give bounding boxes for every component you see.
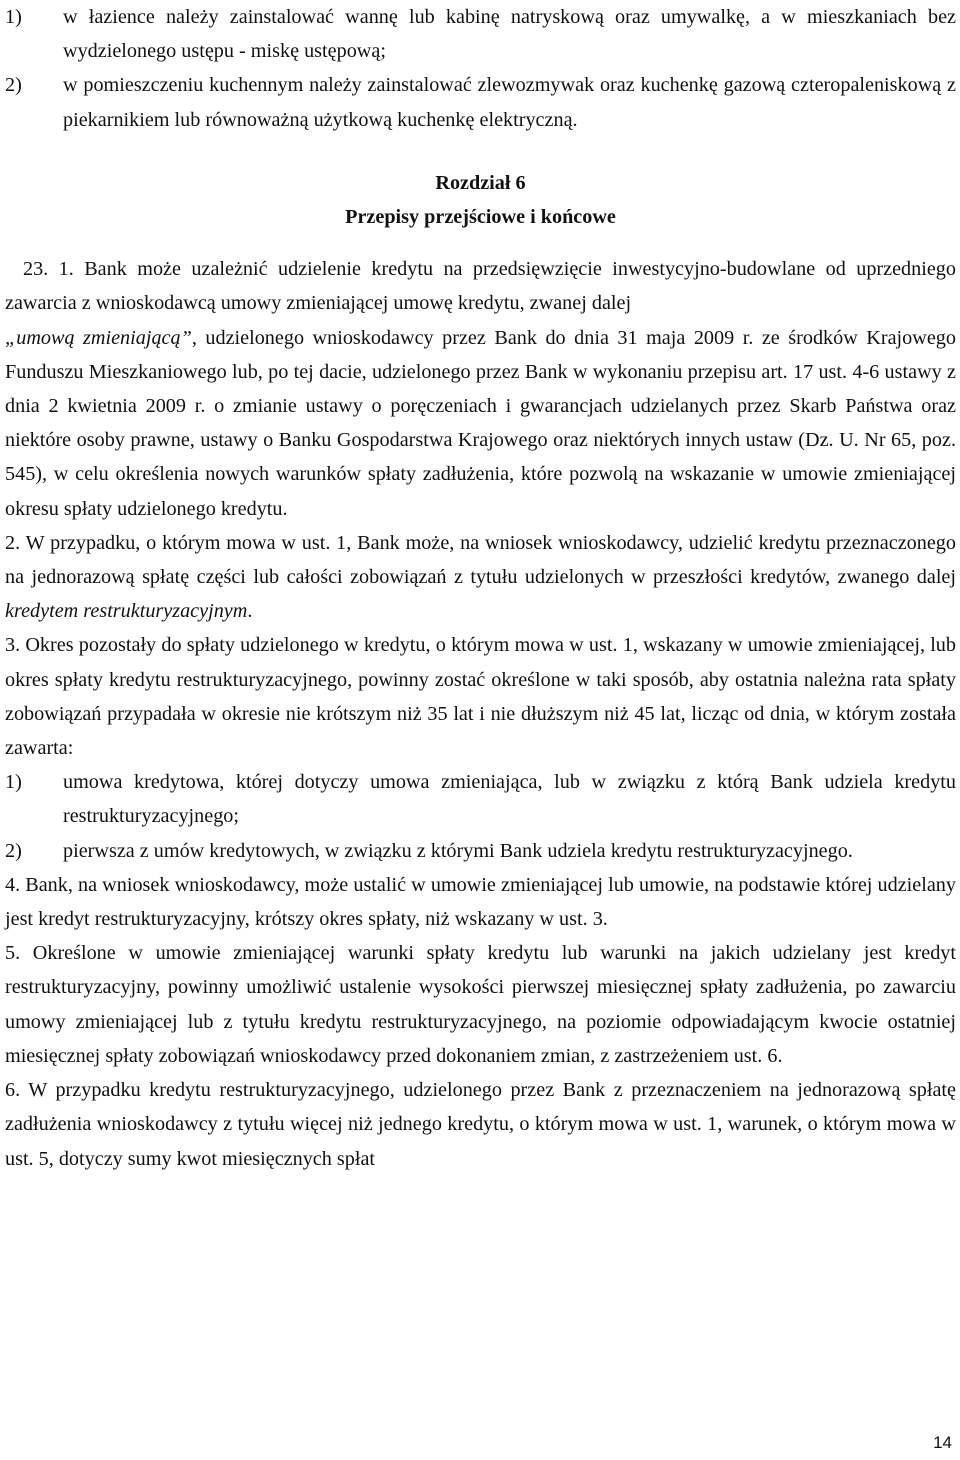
- paragraph-5: 5. Określone w umowie zmieniającej warunki spłaty kredytu lub warunki na jakich udzielany jest kredyt restrukturyzacyjny, powinny umożliwić ustalenie wysokości pierwszej miesięcznej spłaty zadłużenia, po zawarciu umowy zmieniającej lub z tytułu kredytu restrukturyzacyjnego, na poziomie odpowiadającym kwocie ostatniej miesięcznej spłaty zobowiązań wnioskodawcy przed dokonaniem zmian, z zastrzeżeniem ust. 6.: [5, 942, 956, 1067]
- list-item-number: 1): [5, 6, 22, 28]
- paragraph-text: 2. W przypadku, o którym mowa w ust. 1, Bank może, na wniosek wnioskodawcy, udzielić kredytu przeznaczonego na jednorazową spłatę części lub całości zobowiązań z tytułu udzielonych w przeszłości kredytów, zwanego dalej: [5, 531, 956, 589]
- list-item-number: 2): [5, 839, 22, 862]
- list-item-text: w pomieszczeniu kuchennym należy zainstalować zlewozmywak oraz kuchenkę gazową czteropaleniskową z piekarnikiem lub równoważną użytkową kuchenkę elektryczną.: [63, 74, 956, 131]
- list-item-text: umowa kredytowa, której dotyczy umowa zmieniająca, lub w związku z którą Bank udziela kredytu restrukturyzacyjnego;: [63, 771, 956, 828]
- article-label: 23. 1.: [23, 258, 74, 281]
- paragraph-text: , udzielonego wnioskodawcy przez Bank do dnia 31 maja 2009 r. ze środków Krajowego Funduszu Mieszkaniowego lub, po tej dacie, udzielonego przez Bank w wykonaniu przepisu art. 17 ust. 4-6 ustawy z dnia 2 kwietnia 2009 r. o zmianie ustawy o poręczeniach i gwarancjach udzielanych przez Skarb Państwa oraz niektóre osoby prawne, ustawy o Banku Gospodarstwa Krajowego oraz niektórych innych ustaw (Dz. U. Nr 65, poz. 545), w celu określenia nowych warunków spłaty zadłużenia, które pozwolą na wskazanie w umowie zmieniającej okresu spłaty udzielonego kredytu.: [5, 326, 956, 520]
- defined-term: „umową zmieniającą”: [5, 326, 192, 349]
- paragraph-end: .: [247, 600, 253, 623]
- list-item-number: 1): [5, 771, 22, 794]
- list-item: [5, 68, 956, 136]
- paragraph-4: 4. Bank, na wniosek wnioskodawcy, może ustalić w umowie zmieniającej lub umowie, na podstawie której udzielany jest kredyt restrukturyzacyjny, krótszy okres spłaty, niż wskazany w ust. 3.: [5, 873, 956, 931]
- page-number: 14: [933, 1433, 952, 1452]
- list-item-text: w łazience należy zainstalować wannę lub kabinę natryskową oraz umywalkę, a w mieszkaniach bez wydzielonego ustępu - miskę ustępową;: [63, 6, 956, 63]
- page-content: [5, 0, 956, 1176]
- paragraph-3: 3. Okres pozostały do spłaty udzielonego w kredytu, o którym mowa w ust. 1, wskazany w umowie zmieniającej, lub okres spłaty kredytu restrukturyzacyjnego, powinny zostać określone w taki sposób, aby ostatnia należna rata spłaty zobowiązań przypadała w okresie nie krótszym niż 35 lat i nie dłuższym niż 45 lat, licząc od dnia, w którym została zawarta:: [5, 634, 956, 760]
- chapter-number: Rozdział 6: [435, 171, 526, 194]
- list-item: [5, 0, 956, 68]
- paragraph-2: [5, 526, 956, 629]
- article-23-paragraph-1: [5, 252, 956, 526]
- list-item-number: 2): [5, 74, 22, 97]
- paragraph-6: 6. W przypadku kredytu restrukturyzacyjnego, udzielonego przez Bank z przeznaczeniem na jednorazową spłatę zadłużenia wnioskodawcy z tytułu więcej niż jednego kredytu, o którym mowa w ust. 1, warunek, o którym mowa w ust. 5, dotyczy sumy kwot miesięcznych spłat: [5, 1079, 956, 1170]
- chapter-title: Przepisy przejściowe i końcowe: [345, 206, 616, 229]
- list-item-text: pierwsza z umów kredytowych, w związku z którymi Bank udziela kredytu restrukturyzacyjnego.: [63, 839, 853, 862]
- paragraph-text: Bank może uzależnić udzielenie kredytu na przedsięwzięcie inwestycyjno-budowlane od uprzedniego zawarcia z wnioskodawcą umowy zmieniającej umowę kredytu, zwanej dalej: [5, 258, 956, 315]
- list-item: [5, 834, 956, 868]
- list-item: [5, 765, 956, 833]
- defined-term: kredytem restrukturyzacyjnym: [5, 600, 248, 623]
